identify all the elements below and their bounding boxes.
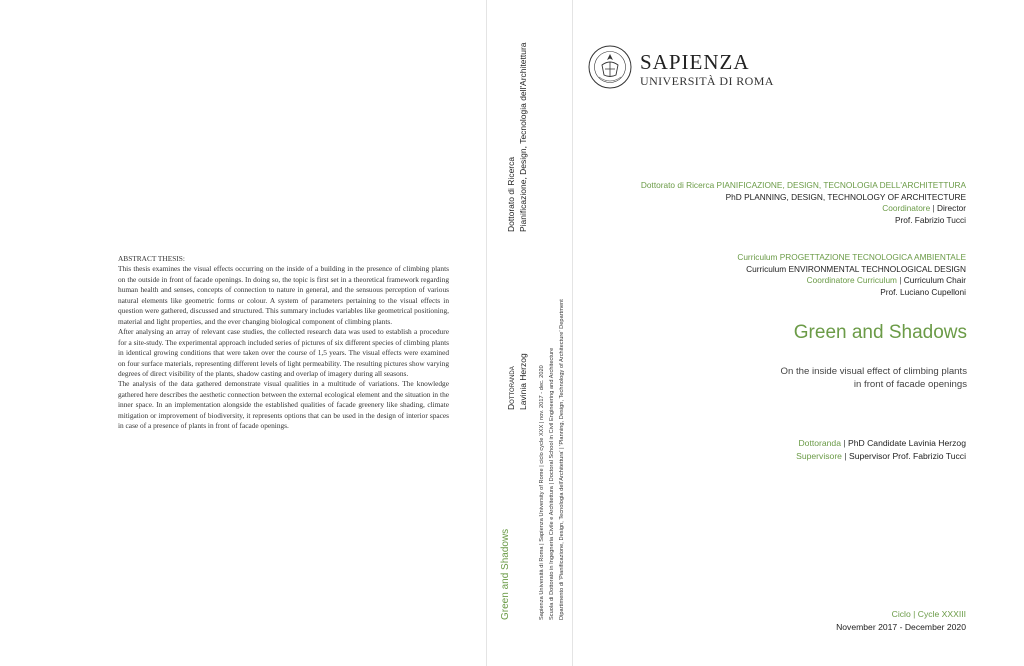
program-block [641,180,966,226]
abstract [118,254,449,432]
spine-dottorato-line1: Dottorato di Ricerca [506,156,516,232]
abstract-paragraph: After analysing an array of relevant case studies, the collected research data was used to establish a procedure for a site-study. The experimental approach included series of pictures of six different species of climbing plants in identical growing conditions that were taken over the course of 1,5 years. The visual effects were examined on four surface materials, representing different levels of light permeability. The resulting pictures show varying degrees of direct visibility of the plants, shadow casting and overlap of imagery during all seasons. [118,327,449,378]
program-en: PhD PLANNING, DESIGN, TECHNOLOGY OF ARCHITECTURE [725,191,966,202]
curriculum-coordinator-role: Curriculum Chair [903,275,966,285]
cycle-block [836,608,966,633]
abstract-heading: ABSTRACT THESIS: [118,254,185,263]
curriculum-coordinator-label: Coordinatore Curriculum [806,275,897,285]
coordinator-line: Coordinatore | Director [882,203,966,213]
back-cover [0,0,486,666]
curriculum-label: Curriculum PROGETTAZIONE TECNOLOGICA AMBIENTALE [737,252,966,262]
curriculum-en: Curriculum ENVIRONMENTAL TECHNOLOGICAL DESIGN [746,263,966,274]
abstract-paragraph: The analysis of the data gathered demonstrate visual qualities in a multitude of variations. The knowledge gathered here describes the aesthetic connection between the external ecological element and the situation in the inner space. In an implementation alongside the established qualities of facade greenery like shading, climate mitigation or improvement of biodiversity, it represents options that can be used in the design of interior spaces in case of a presence of plants in front of facade openings. [118,379,449,431]
coordinator-label: Coordinatore [882,203,931,213]
supervisor-line: Supervisore | Supervisor Prof. Fabrizio Tucci [796,451,966,461]
supervisor-text: Supervisor Prof. Fabrizio Tucci [848,451,966,461]
curriculum-coordinator-name: Prof. Luciano Cupelloni [880,286,966,297]
candidate-text: PhD Candidate Lavinia Herzog [848,438,966,448]
candidate-line: Dottoranda | PhD Candidate Lavinia Herzog [798,438,966,448]
program-label: Dottorato di Ricerca PIANIFICAZIONE, DESIGN, TECNOLOGIA DELL'ARCHITETTURA [640,180,966,190]
spine [486,0,572,666]
curriculum-block [737,252,966,298]
abstract-paragraph: This thesis examines the visual effects occurring on the inside of a building in the presence of climbing plants on the outside in front of facade openings. In doing so, the topic is first set in a theoretical framework regarding human health and senses, concepts of connection to nature in general, and the sensuous perception of various natural elements like geometric forms or colour. A system of parameters pertaining to the visual effects in question were gathered, discussed and structured. This summary includes variables like geometrical positioning, material and light properties, and the ever changing biological component of climbing plants. [118,264,449,326]
cycle-text: Cycle XXXIII [917,609,966,619]
subtitle-line1: On the inside visual effect of climbing plants [780,366,967,377]
logo-subtitle: UNIVERSITÀ DI ROMA [640,74,774,88]
date-range: November 2017 - December 2020 [836,621,966,632]
coordinator-name: Prof. Fabrizio Tucci [894,214,966,225]
spine-title: Green and Shadows [500,528,511,620]
curriculum-coordinator-line: Coordinatore Curriculum | Curriculum Chair [806,275,966,285]
cycle-label: Ciclo [891,609,911,619]
cycle-line: Ciclo | Cycle XXXIII [891,609,966,619]
spine-dottoranda-label: Dottoranda [506,366,516,410]
thesis-subtitle [781,365,967,391]
sapienza-seal-icon [588,45,632,89]
spine-institution-line3: Dipartimento di 'Pianificazione, Design, Tecnologia dell'Architettura' | 'Planning, Design, Technology of Architecture' Department [559,299,565,620]
candidate-label: Dottoranda [798,438,841,448]
coordinator-role: Director [936,203,966,213]
logo-title: SAPIENZA [640,50,750,74]
university-logo [640,50,774,88]
subtitle-line2: in front of facade openings [853,379,967,390]
spine-institution-line1: Sapienza Università di Roma | Sapienza University of Rome | ciclo cycle XXX | nov. 2017 - dec. 2020 [539,365,545,620]
people-block [796,437,966,463]
spine-right-divider [572,0,573,666]
supervisor-label: Supervisore [796,451,842,461]
spine-dottorato-line2: Pianificazione, Design, Tecnologia dell'Architettura [518,42,528,232]
spine-dottoranda-name: Lavinia Herzog [518,353,528,410]
thesis-title: Green and Shadows [793,322,967,343]
spine-institution-line2: Scuola di Dottorato in Ingegneria Civile e Architettura | Doctoral School in Civil Engineering and Architecture [549,347,555,620]
